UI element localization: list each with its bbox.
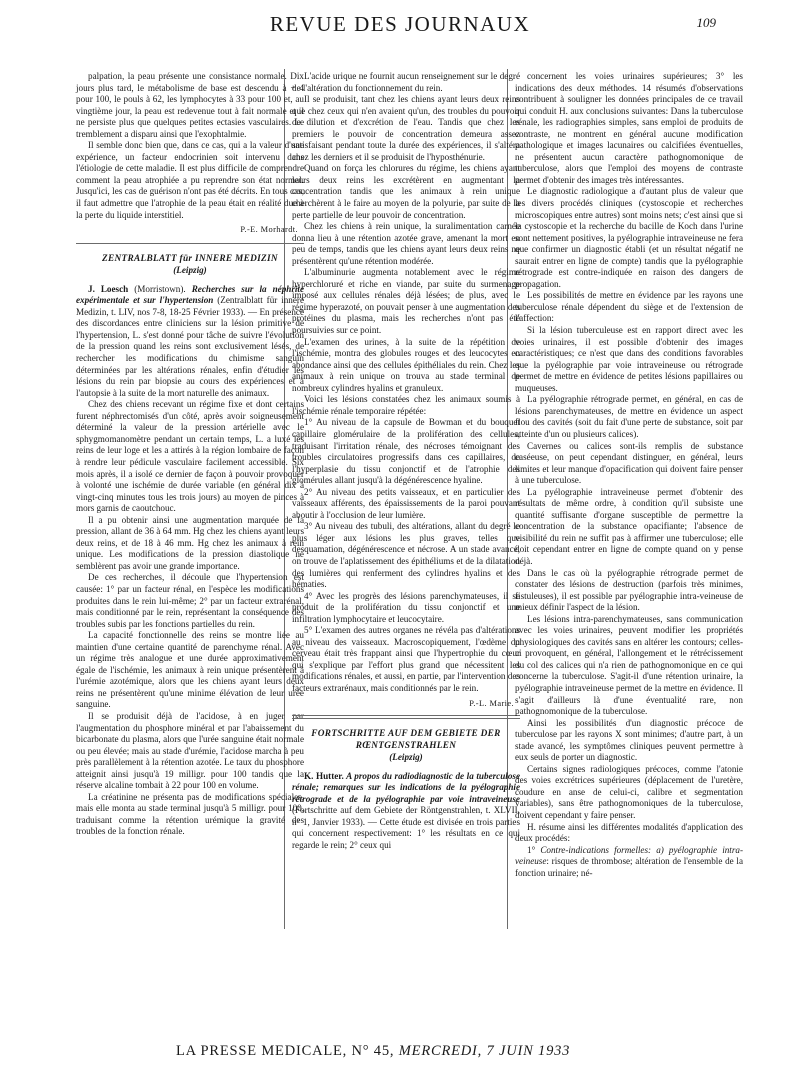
column-left (76, 71, 304, 838)
paragraph: Il semble donc bien que, dans ce cas, qui a la valeur d'une expérience, un facteur endocrinien soit intervenu dans l'étiologie de cette maladie. Il est plus difficile de comprendre comment la peau atrophiée a pu reprendre son état normal. Jusqu'ici, les cas de guérison n'ont pas été décrits. En tous cas, il faut admettre que l'atrophie de la peau était en réalité due à la perte du liquide interstitiel. (76, 140, 304, 220)
article-author: J. Loesch (88, 283, 129, 294)
paragraph: Voici les lésions constatées chez les animaux soumis à l'ischémie rénale temporaire répétée: (292, 394, 520, 416)
column-right (515, 71, 743, 879)
paragraph: De ces recherches, il découle que l'hypertension est causée: 1° par un facteur rénal, en l'espèce les modifications produites dans le rein lui-même; 2° par un facteur extrarénal, mais conditionné par le rein, représentant la conséquence des troubles subis par les fonctions partielles du rein. (76, 572, 304, 629)
paragraph: Il se produisit, tant chez les chiens ayant leurs deux reins que chez ceux qui n'en avaient qu'un, des troubles du pouvoir de dilution et d'excrétion de l'eau. Tandis que chez les premiers le pouvoir de concentration demeura assez satisfaisant pendant toute la durée des expériences, il s'altéra chez les derniers et il se produisit de l'hyposthénurie. (292, 94, 520, 162)
abstract-paragraph (292, 771, 520, 852)
paragraph: H. résume ainsi les différentes modalités d'application des deux procédés: (515, 821, 743, 844)
journal-city: (Leipzig) (389, 752, 423, 763)
paragraph: L'examen des urines, à la suite de la répétition de l'ischémie, montra des globules rouges et des leucocytes en abondance ainsi que des cellules épithéliales du rein. Chez les animaux à rein unique on trouva au stade terminal de nombreux cylindres hyalins et granuleux. (292, 336, 520, 393)
paragraph: Les lésions intra-parenchymateuses, sans communication avec les voies urinaires, peuvent modifier les propriétés physiologiques des cavités sans en altérer les contours; celles-ci provoquent, en général, l'allongement et le rétrécissement du col des calices qui n'a rien de pathognomonique en ce qui concerne la tuberculose. S'agit-il d'une rétention urinaire, la pyélographie intraveineuse permet de la mettre en évidence. Il s'agit d'ailleurs là d'une éventualité rare, non pathognomonique de la tuberculose. (515, 613, 743, 717)
journal-heading: FORTSCHRITTE AUF DEM GEBIETE DER RŒNTGENSTRAHLEN (311, 729, 501, 751)
article-author: K. Hutter. (304, 770, 344, 781)
paragraph: L'albuminurie augmenta notablement avec le régime hyperchloruré et riche en viande, par suite du surmenage imposé aux cellules rénales déjà lésées; de plus, avec le régime hyperazoté, on pouvait penser à une augmentation des protéines du plasma, mais les recherches n'ont pas été poursuivies sur ce point. (292, 267, 520, 336)
paragraph: concernent les voies urinaires supérieures; 3° les indications des deux méthodes. 14 résumés d'observations contribuent à souligner les données principales de ce travail qui conduit H. aux conclusions suivantes: Dans la tuberculose rénale, les radiographies simples, sans emploi de produits de contraste, ne montrent en général aucune modification pathologique et images lacunaires ou calcifiées éventuelles, ne présentent aucun caractère pathognomonique de tuberculose, alors que l'emploi des moyens de contraste permet d'obtenir des images très intéressantes. (515, 71, 743, 185)
paragraph: 2° Au niveau des petits vaisseaux, et en particulier des vaisseaux afférents, des épaississements de la paroi pouvant aboutir à l'occlusion de leur lumière. (292, 486, 520, 520)
paragraph: Certains signes radiologiques précoces, comme l'atonie des voies excrétrices supérieures (déplacement de l'uretère, coudure en anse de celui-ci, calibre et segmentation variables), sans être pathognomoniques de la tuberculose, doivent cependant y faire penser. (515, 763, 743, 820)
page-footer (176, 1043, 676, 1060)
emphasis-text: Contre-indications formelles: a) pyélographie intra-veineuse (515, 844, 743, 867)
author-signature: P.-E. Morhardt. (240, 225, 298, 235)
paragraph: Quand on força les chlorures du régime, les chiens ayant leurs deux reins les excrétèrent en augmentant la concentration tandis que les animaux à rein unique cherchèrent à le faire au moyen de la polyurie, par suite de la perte partielle de leur pouvoir de concentration. (292, 163, 520, 220)
page-number: 109 (696, 15, 716, 30)
paragraph: La capacité fonctionnelle des reins se montre liée au maintien d'une certaine quantité de parenchyme rénal. Avec un régime très analogue et une durée approximativement égale de l'ischémie, les animaux à rein unique présentèrent à l'urémie azotémique, alors que les chiens ayant leurs deux reins ne présentèrent qu'une minime élévation de leur urée sanguine. (76, 630, 304, 710)
paragraph (515, 845, 743, 880)
paragraph: Il a pu obtenir ainsi une augmentation marquée de la pression, allant de 36 à 64 mm. Hg chez les chiens ayant leurs deux reins, et de 18 à 46 mm. Hg chez les animaux à rein unique. Les modifications de la pression diastolique ne semblèrent pas avoir une grande importance. (76, 514, 304, 571)
abstract-text: (Zentralblatt für innere Medizin, t. LIV, nos 7-8, 18-25 Février 1933). — En présence des discordances entre cliniciens sur la lésion primitive de l'hypertension, L. s'est donné pour tâche de suivre l'évolution de la pression quand les reins sont exclusivement lésés, de rechercher les modifications du chimisme sanguin déterminées par les altérations rénales, enfin d'étudier les lésions du rein par biopsie au cours des expériences et à l'autopsie à la suite de la mort naturelle des animaux. (76, 295, 304, 398)
article-title: Recherches sur la néphrite expérimentale et sur l'hypertension (76, 283, 305, 306)
paragraph: La pyélographie intraveineuse permet d'obtenir des résultats de même ordre, à condition qu'il subsiste une quantité suffisante d'organe susceptible de permettre la concentration de la substance opacifiante; l'absence de visibilité du rein ne suffit pas à affirmer une tuberculose; elle doit cependant entrer en ligne de compte quand on y pense déjà. (515, 486, 743, 566)
paragraph: Chez des chiens recevant un régime fixe et dont certains furent néphrectomisés d'un côté, après avoir soigneusement déterminé la valeur de la pression artérielle avec le sphygmomanomètre pendant un certain temps, L. a luxé les reins de leur loge et les a attirés à la région lombaire de façon à rendre leur pédicule vasculaire facilement accessible. Six mois après, il a isolé ce dernier de façon à pouvoir provoquer à volonté une ischémie de durée variable (en général dix à vingt-cinq minutes tous les trois jours) au moyen de pinces à mors garnis de caoutchouc. (76, 399, 304, 514)
abstract-paragraph (76, 284, 304, 399)
section-divider (292, 715, 520, 719)
paragraph: La créatinine ne présenta pas de modifications spéciales, mais elle monta au stade terminal jusqu'à 5 milligr. pour 100, traduisant comme la rétention urémique la gravité des troubles de la fonction rénale. (76, 791, 304, 837)
footer-journal: LA PRESSE MEDICALE, N° 45, (176, 1043, 395, 1059)
author-affiliation: (Morristown). (128, 283, 192, 294)
article-title: A propos du radiodiagnostic de la tuberculose rénale; remarques sur les indications de la pyélographie rétrograde et de la pyélographie par voie intraveineuse (292, 770, 520, 804)
paragraph: Cavernes ou calices sont-ils remplis de substance caséeuse, on peut cependant distinguer, en général, leurs limites et leur manque d'opacification qui doivent faire penser à une tuberculose. (515, 440, 743, 486)
paragraph: 5° L'examen des autres organes ne révéla pas d'altérations au niveau des vaisseaux. Macroscopiquement, l'œdème du cerveau était très frappant ainsi que l'hypertrophie du cœur qui s'explique par l'effort plus grand que nécessitent les modifications rénales, et aussi, en partie, par l'intervention des facteurs extrarénaux, mais conditionnés par le rein. (292, 625, 520, 693)
paragraph: Il se produisit déjà de l'acidose, à en juger par l'augmentation du phosphore minéral et par l'abaissement du bicarbonate du plasma, alors que l'urée sanguine était normale ou peu élevée; mais au stade d'urémie, l'acidose marcha à peu près parallèlement à la rétention azotée. Le taux du phosphore atteignit ainsi jusqu'à 19 milligr. pour 100 tandis que la réserve alcaline tombait à 22 pour 100 en volume. (76, 710, 304, 791)
paragraph: Chez les chiens à rein unique, la suralimentation carnée donna lieu à une rétention azotée grave, amenant la mort en peu de temps, tandis que les chiens ayant leurs deux reins ne présentèrent qu'une rétention modérée. (292, 221, 520, 266)
paragraph: Le diagnostic radiologique a d'autant plus de valeur que les divers procédés cliniques (cystoscopie et recherches microscopiques entre autres) sont moins nets; c'est ainsi que si la cystoscopie et la recherche du bacille de Koch dans l'urine sont nettement positives, la pyélographie intraveineuse ne fera que confirmer un diagnostic établi (et un résultat négatif ne saurait entrer en ligne de compte) tandis que la pyélographie rétrograde est contre-indiquée en raison des dangers de propagation. (515, 186, 743, 289)
paragraph: Les possibilités de mettre en évidence par les rayons une tuberculose rénale dépendent du siège et de l'extension de l'affection: (515, 290, 743, 324)
journal-city: (Leipzig) (173, 265, 207, 276)
paragraph-text: : risques de thrombose; altération de l'ensemble de la fonction urinaire; né- (515, 856, 743, 878)
paragraph: Ainsi les possibilités d'un diagnostic précoce de tuberculose par les rayons X sont minimes; d'autre part, à un stade avancé, les symptômes cliniques peuvent permettre à eux seuls de porter un diagnostic. (515, 717, 743, 763)
paragraph: L'acide urique ne fournit aucun renseignement sur le degré de l'altération du fonctionnement du rein. (292, 71, 520, 93)
paragraph: Si la lésion tuberculeuse est en rapport direct avec les voies urinaires, il est possible d'obtenir des images caractéristiques; ce n'est que dans des conditions favorables que la pyélographie par voie intraveineuse ou rétrograde permet de mettre en évidence de petites lésions papillaires ou muqueuses. (515, 325, 743, 393)
paragraph: Dans le cas où la pyélographie rétrograde permet de constater des lésions de destruction (parfois très minimes, fistuleuses), il est possible par pyélographie intra-veineuse de mieux définir l'aspect de la lésion. (515, 567, 743, 613)
journal-heading: ZENTRALBLATT für INNERE MEDIZIN (102, 253, 278, 264)
journal-section-title: REVUE DES JOURNAUX (269, 12, 531, 36)
list-number: 1° (527, 844, 541, 855)
paragraph: 3° Au niveau des tubuli, des altérations, allant du degré le plus léger aux lésions les plus graves, telles que desquamation, dégénérescence et nécrose. A un stade avancé, on trouve de l'aplatissement des épithéliums et de la dilatation des lumières qui renferment des cylindres hyalins et des hématies. (292, 521, 520, 590)
paragraph: palpation, la peau présente une consistance normale. Dix jours plus tard, le métabolisme de base est descendu à + 4 pour 100, le pouls à 62, les lymphocytes à 33 pour 100 et, au vingtième jour, la peau est redevenue tout à fait normale et il ne persiste plus que quelques petites ectasies vasculaires. Le tremblement a disparu ainsi que l'exophtalmie. (76, 71, 304, 139)
column-middle (292, 71, 520, 852)
section-divider (76, 243, 304, 244)
paragraph: 4° Avec les progrès des lésions parenchymateuses, il se produit de la prolifération du tissu conjonctif et une infiltration lymphocytaire et leucocytaire. (292, 590, 520, 624)
abstract-text: (Fortschritte auf dem Gebiete der Röntgenstrahlen, t. XLVII, n° 1, Janvier 1933). — Cette étude est divisée en trois parties qui concernent respectivement: 1° les résultats en ce qui regarde le rein; 2° ceux qui (292, 805, 520, 850)
paragraph: 1° Au niveau de la capsule de Bowman et du bouquet capillaire glomérulaire de la prolifération des cellules, traduisant l'irritation rénale, des nécroses témoignant des troubles circulatoires progressifs dans ces capillaires, de l'hyperplasie du tissu conjonctif et de l'atrophie des glomérules allant jusqu'à la dégénérescence hyaline. (292, 417, 520, 486)
footer-date: MERCREDI, 7 JUIN 1933 (398, 1043, 571, 1059)
author-signature: P.-L. Marie. (469, 698, 514, 708)
paragraph: La pyélographie rétrograde permet, en général, en cas de lésions parenchymateuses, de mettre en évidence un aspect flou des cavités (soit du fait d'une perte de substance, soit par atteinte d'un ou plusieurs calices). (515, 394, 743, 439)
page-header (0, 0, 800, 52)
